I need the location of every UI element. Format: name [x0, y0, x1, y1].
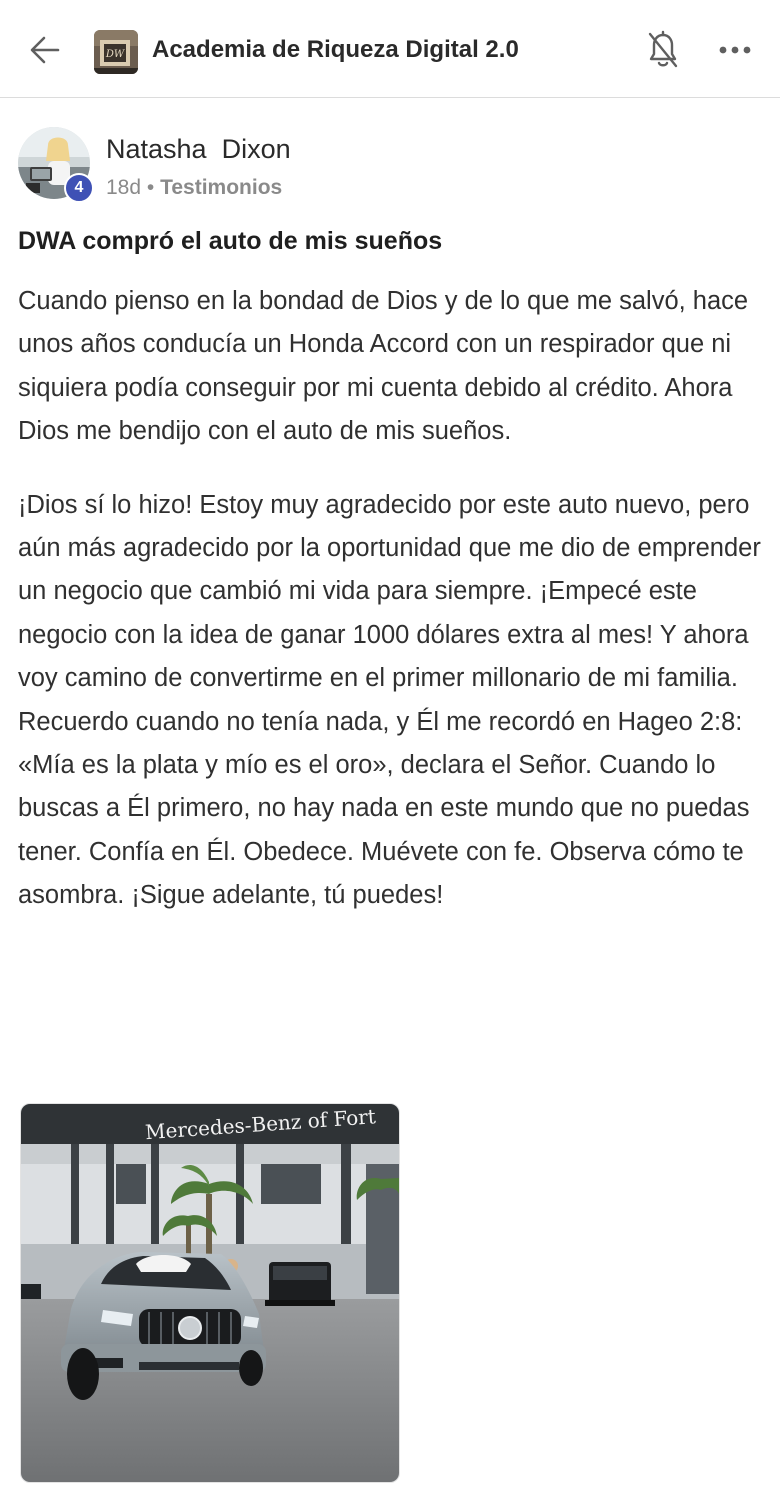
- post-time: 18d: [106, 176, 142, 199]
- post-body: [18, 280, 763, 918]
- post-image[interactable]: [20, 1103, 400, 1483]
- arrow-left-icon: [28, 33, 62, 67]
- author-avatar-wrapper[interactable]: [18, 127, 98, 207]
- back-button[interactable]: [28, 33, 62, 67]
- level-badge: 4: [64, 173, 94, 203]
- svg-text:DW: DW: [105, 49, 125, 60]
- group-logo[interactable]: [94, 30, 138, 74]
- author-name[interactable]: Natasha Dixon: [106, 134, 291, 164]
- group-title: Academia de Riqueza Digital 2.0: [152, 36, 519, 63]
- bell-off-icon: [646, 30, 680, 70]
- top-bar: [0, 0, 780, 98]
- post-category[interactable]: Testimonios: [160, 176, 283, 199]
- dealership-sign: Mercedes-Benz of Fort: [144, 1104, 377, 1145]
- post-paragraph: ¡Dios sí lo hizo! Estoy muy agradecido por este auto nuevo, pero aún más agradecido por la oportunidad que me dio de emprender un negocio que cambió mi vida para siempre. ¡Empecé este negocio con la idea de ganar 1000 dólares extra al mes! Y ahora voy camino de convertirme en el primer millonario de mi familia. Recuerdo cuando no tenía nada, y Él me recordó en Hageo 2:8: «Mía es la plata y mío es el oro», declara el Señor. Cuando lo buscas a Él primero, no hay nada en este mundo que no puedas tener. Confía en Él. Obedece. Muévete con fe. Observa cómo te asombra. ¡Sigue adelante, tú puedes!: [18, 490, 761, 910]
- post-paragraph: Cuando pienso en la bondad de Dios y de lo que me salvó, hace unos años conducía un Honda Accord con un respirador que ni siquiera podía conseguir por mi cuenta debido al crédito. Ahora Dios me bendijo con el auto de mis sueños.: [18, 287, 749, 446]
- post-title: DWA compró el auto de mis sueños: [18, 227, 443, 255]
- notifications-button[interactable]: [646, 30, 680, 70]
- meta-separator: •: [146, 176, 155, 199]
- more-horizontal-icon: [718, 38, 752, 62]
- car-dealership-photo: [21, 1104, 399, 1482]
- post-meta: [106, 176, 282, 200]
- more-options-button[interactable]: [718, 38, 752, 62]
